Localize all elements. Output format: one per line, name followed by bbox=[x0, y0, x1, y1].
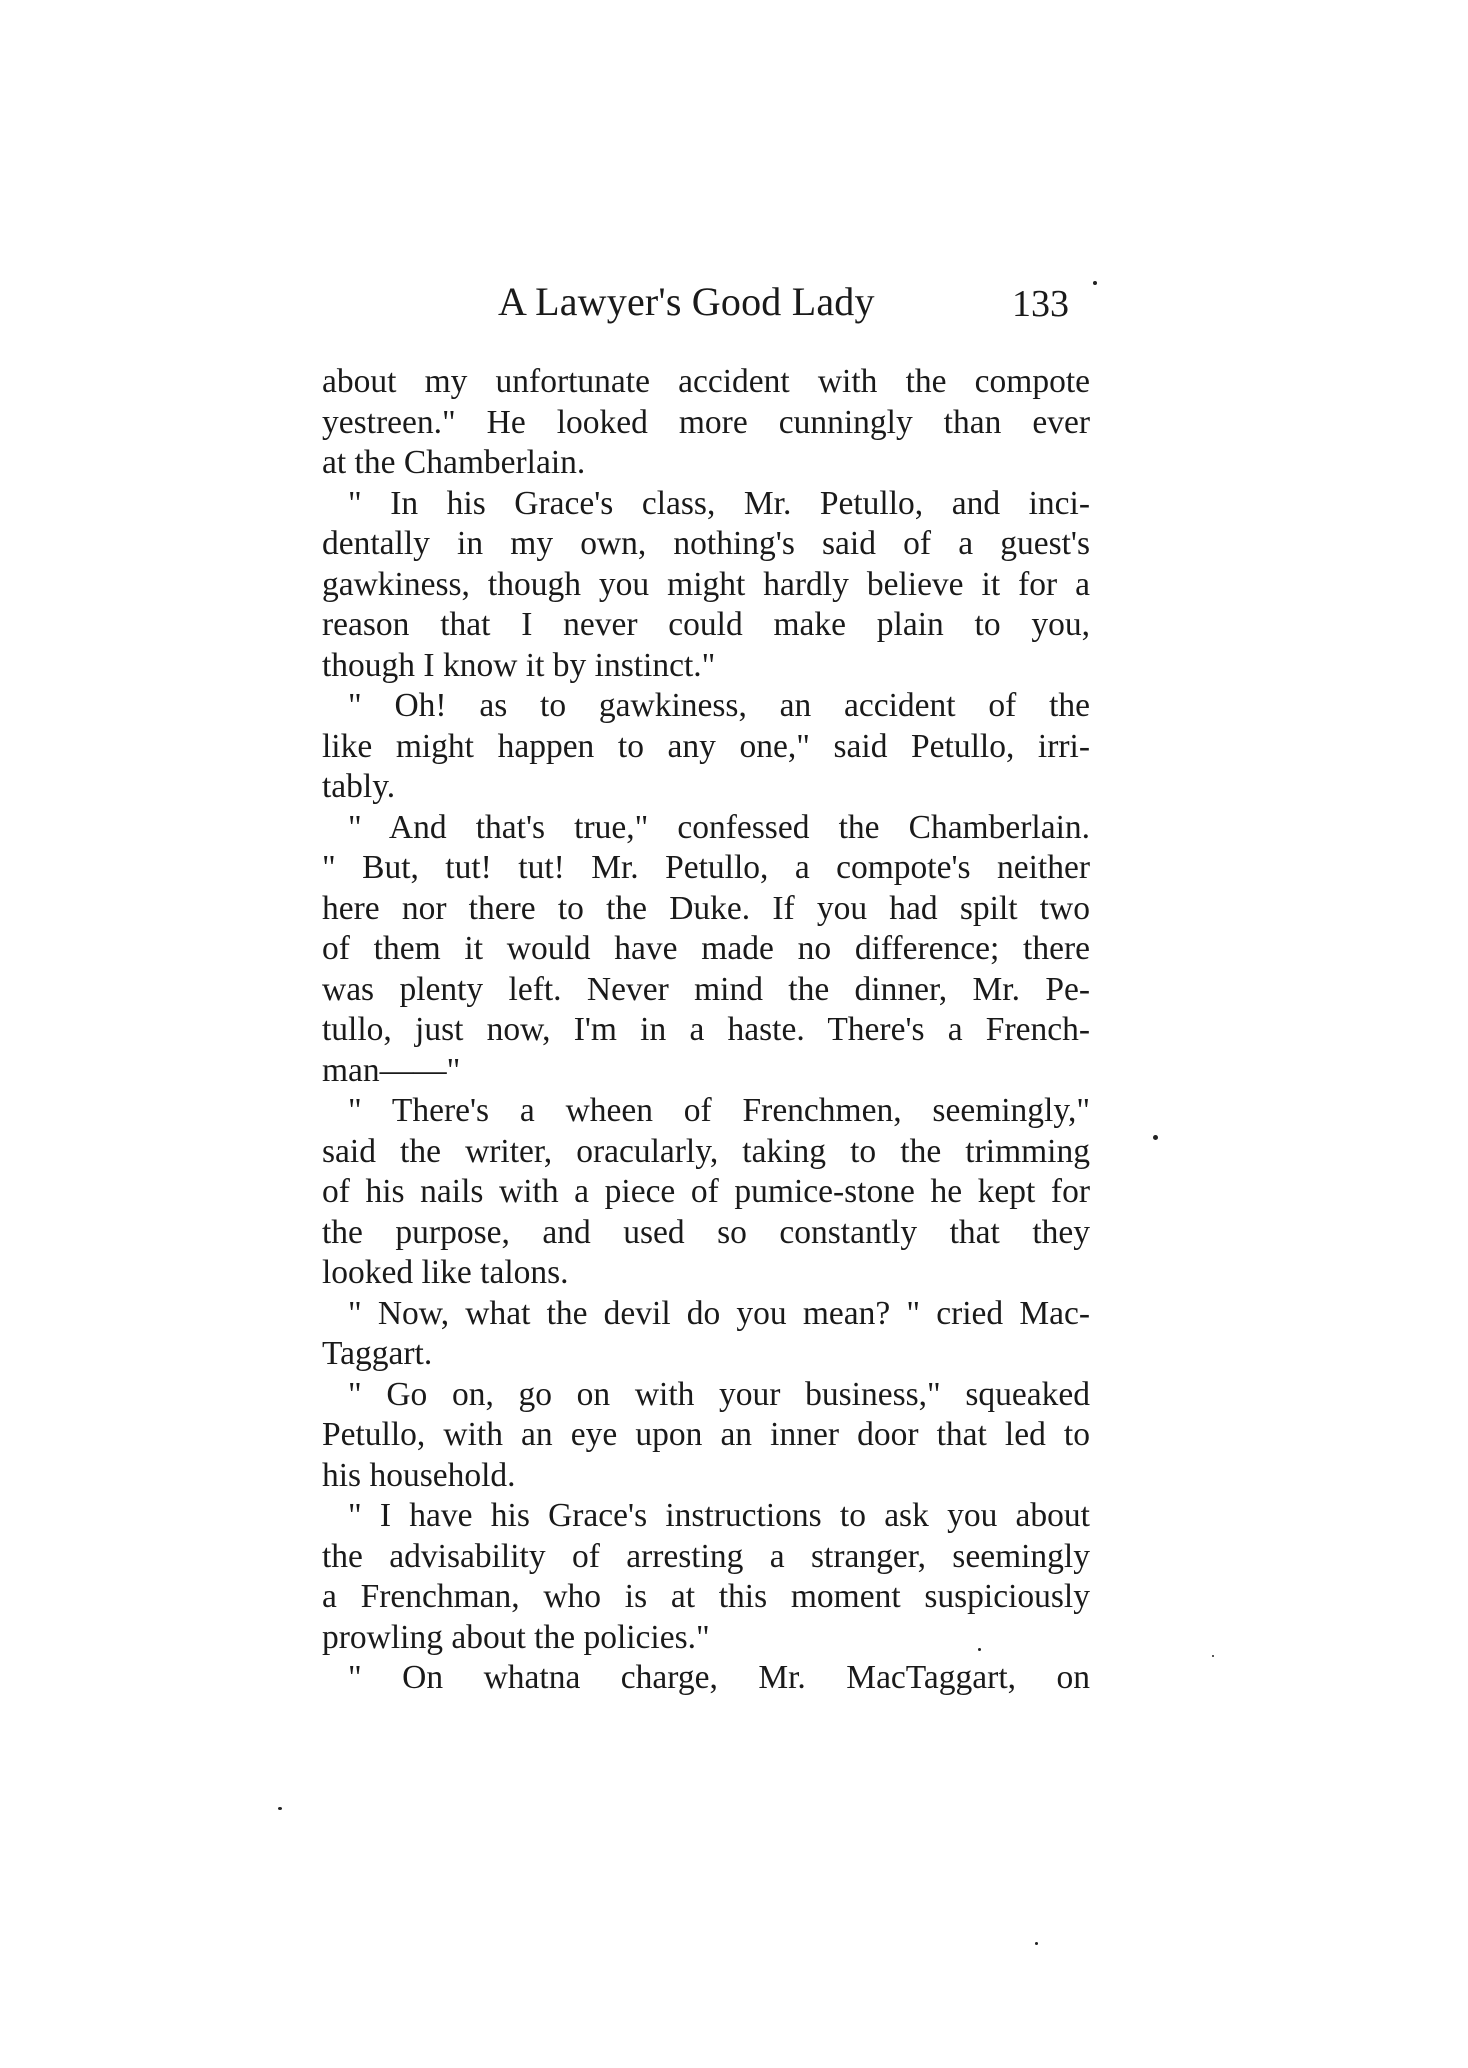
text-line: " But, tut! tut! Mr. Petullo, a compote's neither bbox=[322, 849, 1090, 886]
text-line: was plenty left. Never mind the dinner, Mr. Pe- bbox=[322, 970, 1090, 1008]
text-line: tably. bbox=[322, 768, 396, 805]
text-line: the advisability of arresting a stranger, seemingly bbox=[322, 1537, 1090, 1575]
text-line: looked like talons. bbox=[322, 1254, 569, 1291]
text-line: a Frenchman, who is at this moment suspiciously bbox=[322, 1578, 1090, 1615]
text-line: man——" bbox=[322, 1051, 461, 1089]
scan-speck bbox=[978, 1648, 981, 1651]
text-line: " And that's true," confessed the Chamberlain. bbox=[348, 808, 1090, 846]
text-line: " There's a wheen of Frenchmen, seemingly," bbox=[348, 1092, 1090, 1129]
text-line: yestreen." He looked more cunningly than ever bbox=[322, 403, 1090, 441]
running-title: A Lawyer's Good Lady bbox=[498, 279, 875, 324]
scan-speck bbox=[278, 1807, 282, 1810]
text-line: of them it would have made no difference; there bbox=[322, 930, 1090, 967]
text-line: " Go on, go on with your business," squeaked bbox=[348, 1375, 1090, 1413]
text-line: the purpose, and used so constantly that they bbox=[322, 1213, 1090, 1251]
text-line: his household. bbox=[322, 1456, 516, 1494]
text-line: about my unfortunate accident with the compote bbox=[322, 363, 1090, 400]
text-line: " On whatna charge, Mr. MacTaggart, on bbox=[348, 1659, 1090, 1696]
text-line: " In his Grace's class, Mr. Petullo, and inci- bbox=[348, 484, 1090, 522]
text-line: dentally in my own, nothing's said of a guest's bbox=[322, 525, 1090, 562]
text-line: of his nails with a piece of pumice-stone he kept for bbox=[322, 1173, 1090, 1210]
text-line: reason that I never could make plain to you, bbox=[322, 606, 1090, 643]
scan-speck bbox=[1153, 1135, 1158, 1140]
text-line: Petullo, with an eye upon an inner door that led to bbox=[322, 1416, 1090, 1453]
text-line: like might happen to any one," said Petullo, irri- bbox=[322, 727, 1090, 765]
page-number: 133 bbox=[1012, 283, 1069, 325]
scan-speck bbox=[1212, 1655, 1214, 1657]
scan-speck bbox=[1093, 281, 1097, 285]
text-line: " Now, what the devil do you mean? " cried Mac- bbox=[348, 1294, 1090, 1332]
text-line: at the Chamberlain. bbox=[322, 444, 586, 481]
text-line: " Oh! as to gawkiness, an accident of the bbox=[348, 687, 1090, 724]
text-line: Taggart. bbox=[322, 1335, 433, 1372]
body-text bbox=[322, 362, 1090, 1699]
text-line: said the writer, oracularly, taking to the trimming bbox=[322, 1132, 1090, 1170]
text-line: prowling about the policies." bbox=[322, 1618, 710, 1656]
text-line: here nor there to the Duke. If you had spilt two bbox=[322, 889, 1090, 927]
text-line: tullo, just now, I'm in a haste. There's a French- bbox=[322, 1011, 1090, 1048]
scan-speck bbox=[1035, 1942, 1038, 1945]
text-line: gawkiness, though you might hardly believe it for a bbox=[322, 565, 1090, 603]
text-line: " I have his Grace's instructions to ask you about bbox=[348, 1497, 1090, 1534]
text-line: though I know it by instinct." bbox=[322, 646, 716, 684]
